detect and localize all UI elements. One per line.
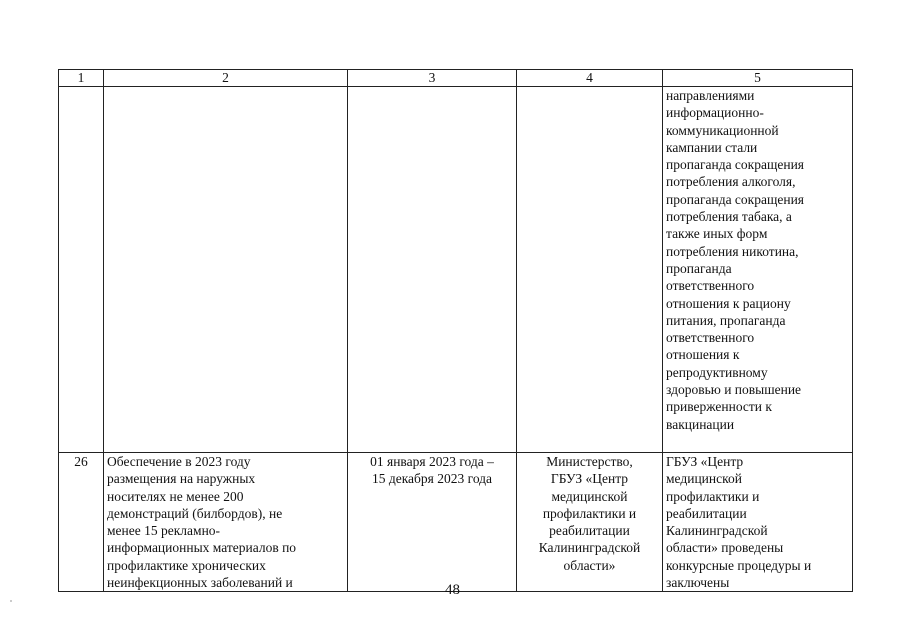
header-row bbox=[59, 70, 853, 87]
executor-cell: Министерство, ГБУЗ «Центр медицинской профилактики и реабилитации Калининградской области» bbox=[517, 453, 663, 592]
column-header-1: 1 bbox=[59, 70, 104, 87]
result-cell: направлениями информационно- коммуникационной кампании стали пропаганда сокращения потребления алкоголя, пропаганда сокращения потребления табака, а также иных форм потребления никотина, пропаганда ответственного отношения к рациону питания, пропаганда ответственного отношения к репродуктивному здоровью и повышение приверженности к вакцинации bbox=[663, 87, 853, 453]
term-cell bbox=[348, 87, 517, 453]
column-header-4: 4 bbox=[517, 70, 663, 87]
event-cell: Обеспечение в 2023 году размещения на наружных носителях не менее 200 демонстраций (билбордов), не менее 15 рекламно- информационных материалов по профилактике хронических неинфекционных заболеваний и bbox=[104, 453, 348, 592]
scan-speck bbox=[10, 600, 12, 602]
table-row bbox=[59, 87, 853, 453]
row-number-cell: 26 bbox=[59, 453, 104, 592]
column-header-5: 5 bbox=[663, 70, 853, 87]
document-table bbox=[58, 69, 853, 592]
result-cell: ГБУЗ «Центр медицинской профилактики и реабилитации Калининградской области» проведены конкурсные процедуры и заключены bbox=[663, 453, 853, 592]
column-header-2: 2 bbox=[104, 70, 348, 87]
event-cell bbox=[104, 87, 348, 453]
column-header-3: 3 bbox=[348, 70, 517, 87]
term-cell: 01 января 2023 года – 15 декабря 2023 года bbox=[348, 453, 517, 592]
table-row bbox=[59, 453, 853, 592]
row-number-cell bbox=[59, 87, 104, 453]
executor-cell bbox=[517, 87, 663, 453]
page-number: 48 bbox=[445, 582, 460, 598]
